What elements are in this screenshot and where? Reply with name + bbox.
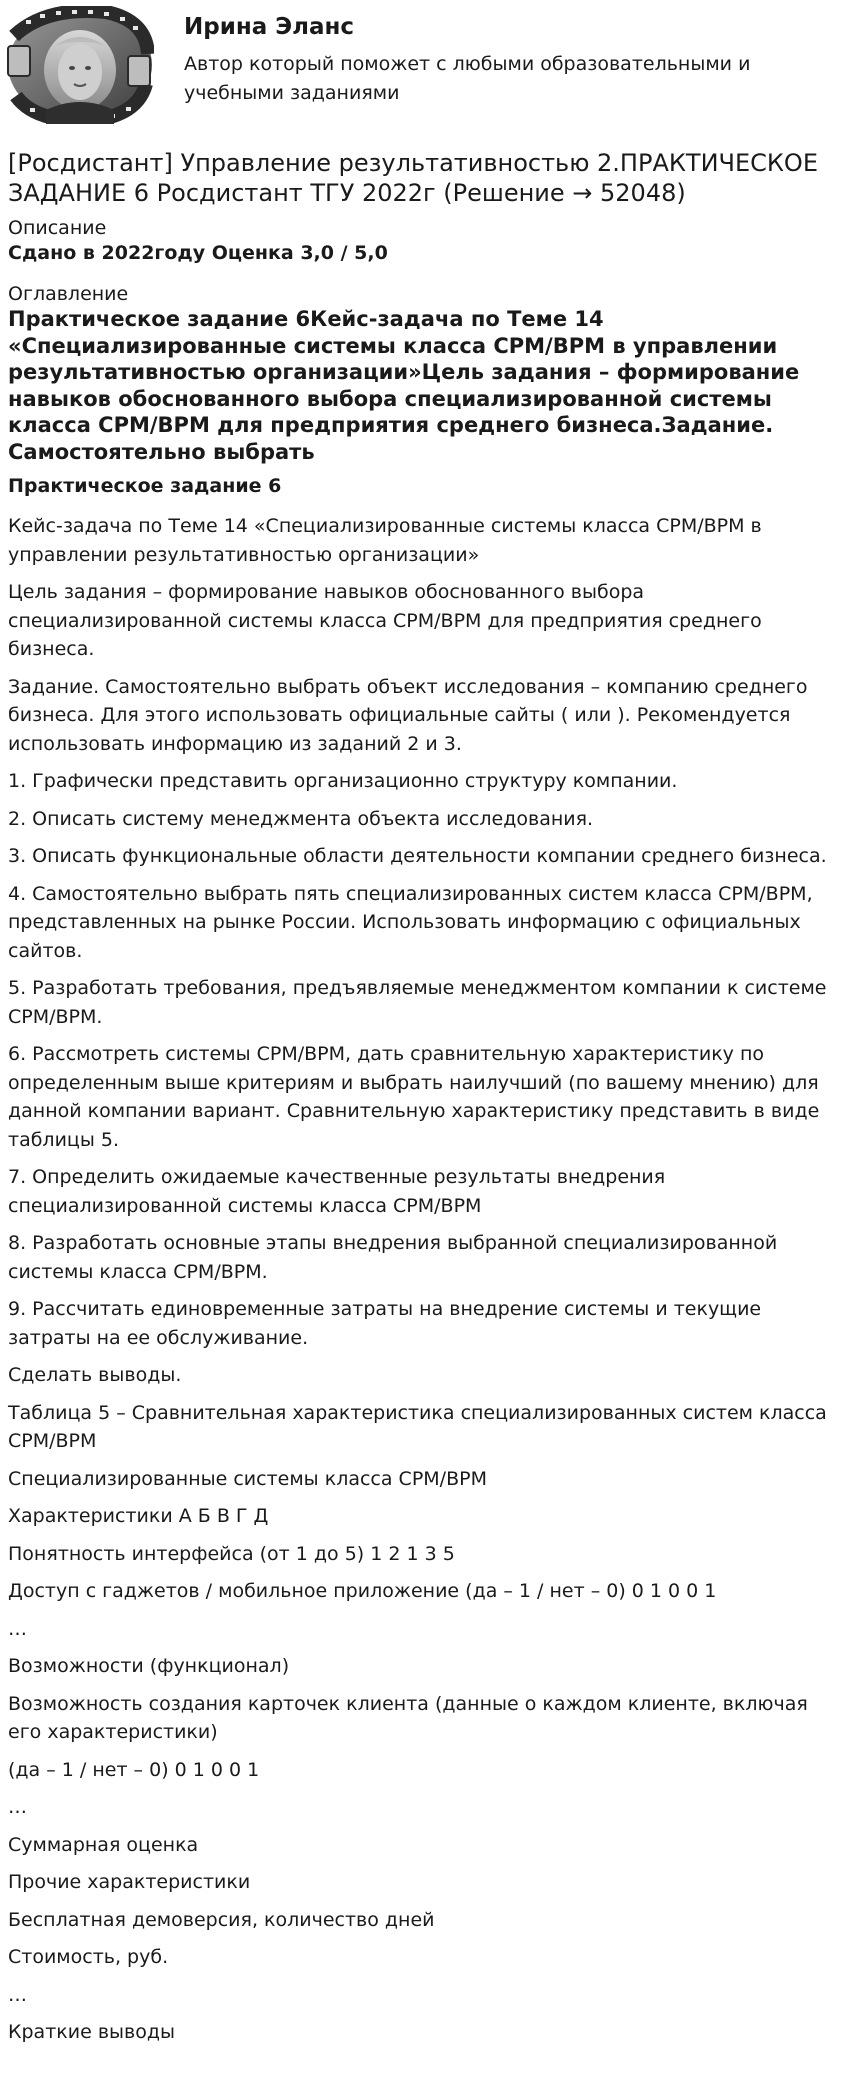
toc-label: Оглавление xyxy=(8,283,129,305)
table-line: … xyxy=(8,1796,27,1818)
table-line: Понятность интерфейса (от 1 до 5) 1 2 1 3 5 xyxy=(8,1542,455,1565)
description-value: Сдано в 2022году Оценка 3,0 / 5,0 xyxy=(8,242,388,264)
description-label: Описание xyxy=(8,217,107,239)
work-content xyxy=(8,148,838,2056)
list-item: 9. Рассчитать единовременные затраты на внедрение системы и текущие затраты на ее обслуживание. xyxy=(8,1298,762,1349)
avatar[interactable] xyxy=(6,6,154,124)
paragraph: Цель задания – формирование навыков обоснованного выбора специализированной системы класса CPM/BPM для предприятия среднего бизнеса. xyxy=(8,581,762,660)
table-line: Возможности (функционал) xyxy=(8,1655,290,1677)
list-item: 3. Описать функциональные области деятельности компании среднего бизнеса. xyxy=(8,845,827,867)
section-heading: Практическое задание 6 xyxy=(8,475,282,497)
paragraph: Задание. Самостоятельно выбрать объект исследования – компанию среднего бизнеса. Для этого использовать официальные сайты ( или ). Рекомендуется использовать информацию из заданий 2 и 3. xyxy=(8,675,808,755)
paragraph: Краткие выводы xyxy=(8,2021,175,2043)
table-line: Бесплатная демоверсия, количество дней xyxy=(8,1908,435,1931)
table-line: Специализированные системы класса CPM/BPM xyxy=(8,1467,487,1490)
table-line: Возможность создания карточек клиента (данные о каждом клиенте, включая его характеристики) xyxy=(8,1692,808,1743)
table-line: Характеристики А Б В Г Д xyxy=(8,1505,269,1527)
table-line: Суммарная оценка xyxy=(8,1833,199,1856)
table-caption: Таблица 5 – Сравнительная характеристика специализированных систем класса CPM/BPM xyxy=(8,1401,827,1452)
table-line: Стоимость, руб. xyxy=(8,1946,169,1968)
table-line: … xyxy=(8,1617,27,1640)
paragraph: Сделать выводы. xyxy=(8,1364,182,1386)
author-description: Автор который поможет с любыми образовательными и учебными заданиями xyxy=(184,53,751,104)
table-line: (да – 1 / нет – 0) 0 1 0 0 1 xyxy=(8,1758,260,1781)
list-item: 4. Самостоятельно выбрать пять специализированных систем класса CPM/BPM, представленных на рынке России. Использовать информацию с официальных сайтов. xyxy=(8,882,813,962)
list-item: 5. Разработать требования, предъявляемые менеджментом компании к системе CPM/BPM. xyxy=(8,977,827,1028)
paragraph: Кейс-задача по Теме 14 «Специализированные системы класса CPM/BPM в управлении результативностью организации» xyxy=(8,515,762,566)
table-line: Прочие характеристики xyxy=(8,1871,251,1893)
author-card xyxy=(0,0,847,130)
list-item: 8. Разработать основные этапы внедрения выбранной специализированной системы класса CPM/BPM. xyxy=(8,1232,778,1283)
table-line: … xyxy=(8,1983,27,2006)
list-item: 1. Графически представить организационно структуру компании. xyxy=(8,770,678,792)
list-item: 7. Определить ожидаемые качественные результаты внедрения специализированной системы класса CPM/BPM xyxy=(8,1166,666,1217)
page-title: [Росдистант] Управление результативностью 2.ПРАКТИЧЕСКОЕ ЗАДАНИЕ 6 Росдистант ТГУ 2022г (Решение → 52048) xyxy=(8,149,818,207)
author-name[interactable]: Ирина Эланс xyxy=(184,14,355,40)
toc-heading: Практическое задание 6Кейс-задача по Теме 14 «Специализированные системы класса CPM/BPM в управлении результативностью организации»Цель задания – формирование навыков обоснованного выбора специализированной системы класса CPM/BPM для предприятия среднего бизнеса.Задание. Самостоятельно выбрать xyxy=(8,307,800,464)
list-item: 6. Рассмотреть системы CPM/BPM, дать сравнительную характеристику по определенным выше критериям и выбрать наилучший (по вашему мнению) для данной компании вариант. Сравнительную характеристику представить в виде таблицы 5. xyxy=(8,1043,820,1151)
table-line: Доступ с гаджетов / мобильное приложение (да – 1 / нет – 0) 0 1 0 0 1 xyxy=(8,1580,717,1602)
avatar-image xyxy=(6,6,154,124)
list-item: 2. Описать систему менеджмента объекта исследования. xyxy=(8,807,594,830)
